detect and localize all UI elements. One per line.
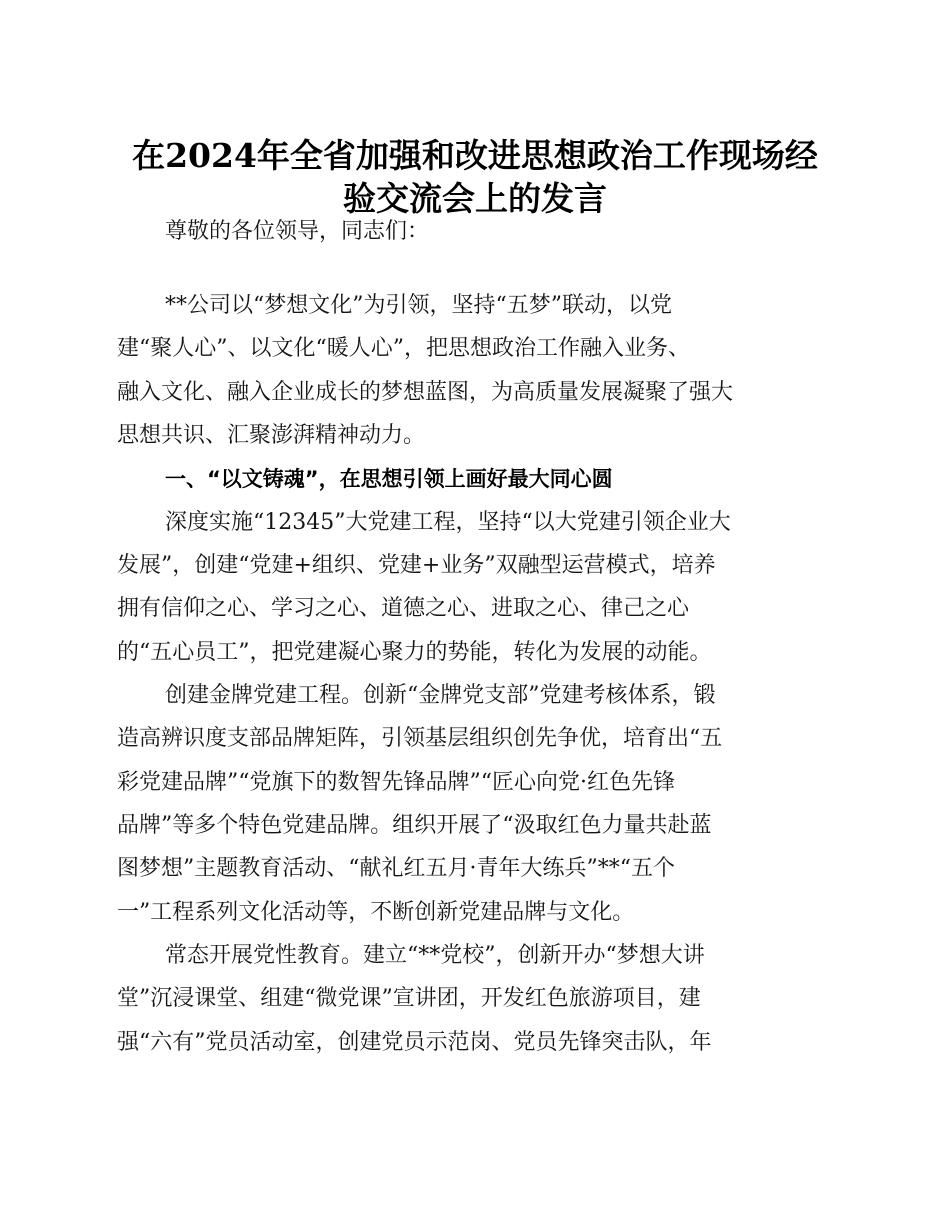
intro-line: 融入文化、融入企业成长的梦想蓝图，为高质量发展凝聚了强大 (117, 380, 734, 405)
document-title-line-2: 验交流会上的发言 (343, 179, 607, 218)
intro-line: 思想共识、汇聚澎湃精神动力。 (117, 423, 426, 448)
intro-line: 建“聚人心”、以文化“暖人心”，把思想政治工作融入业务、 (117, 336, 690, 361)
paragraph-line: 彩党建品牌”“党旗下的数智先锋品牌”“匠心向党·红色先锋 (117, 770, 675, 795)
paragraph-line: 品牌”等多个特色党建品牌。组织开展了“汲取红色力量共赴蓝 (117, 813, 712, 838)
document-title-line-1: 在2024年全省加强和改进思想政治工作现场经 (132, 136, 818, 175)
paragraph-line: 深度实施“12345”大党建工程，坚持“以大党建引领企业大 (165, 510, 731, 535)
paragraph-line: 强“六有”党员活动室，创建党员示范岗、党员先锋突击队，年 (117, 1030, 712, 1055)
paragraph-line: 拥有信仰之心、学习之心、道德之心、进取之心、律己之心 (117, 596, 690, 621)
intro-line: **公司以“梦想文化”为引领，坚持“五梦”联动，以党 (165, 293, 672, 318)
salutation: 尊敬的各位领导，同志们： (165, 219, 430, 244)
paragraph-line: 堂”沉浸课堂、组建“微党课”宣讲团，开发红色旅游项目，建 (117, 986, 701, 1011)
section-heading: 一、“以文铸魂”，在思想引领上画好最大同心圆 (165, 467, 613, 491)
paragraph-line: 创建金牌党建工程。创新“金牌党支部”党建考核体系，锻 (165, 683, 716, 708)
paragraph-line: 常态开展党性教育。建立“**党校”，创新开办“梦想大讲 (165, 943, 705, 968)
paragraph-line: 发展”，创建“党建+组织、党建+业务”双融型运营模式，培养 (117, 553, 716, 578)
paragraph-line: 一”工程系列文化活动等，不断创新党建品牌与文化。 (117, 900, 635, 925)
paragraph-line: 图梦想”主题教育活动、“献礼红五月·青年大练兵”**“五个 (117, 856, 675, 881)
paragraph-line: 的“五心员工”，把党建凝心聚力的势能，转化为发展的动能。 (117, 640, 712, 665)
paragraph-line: 造高辨识度支部品牌矩阵，引领基层组织创先争优，培育出“五 (117, 726, 723, 751)
